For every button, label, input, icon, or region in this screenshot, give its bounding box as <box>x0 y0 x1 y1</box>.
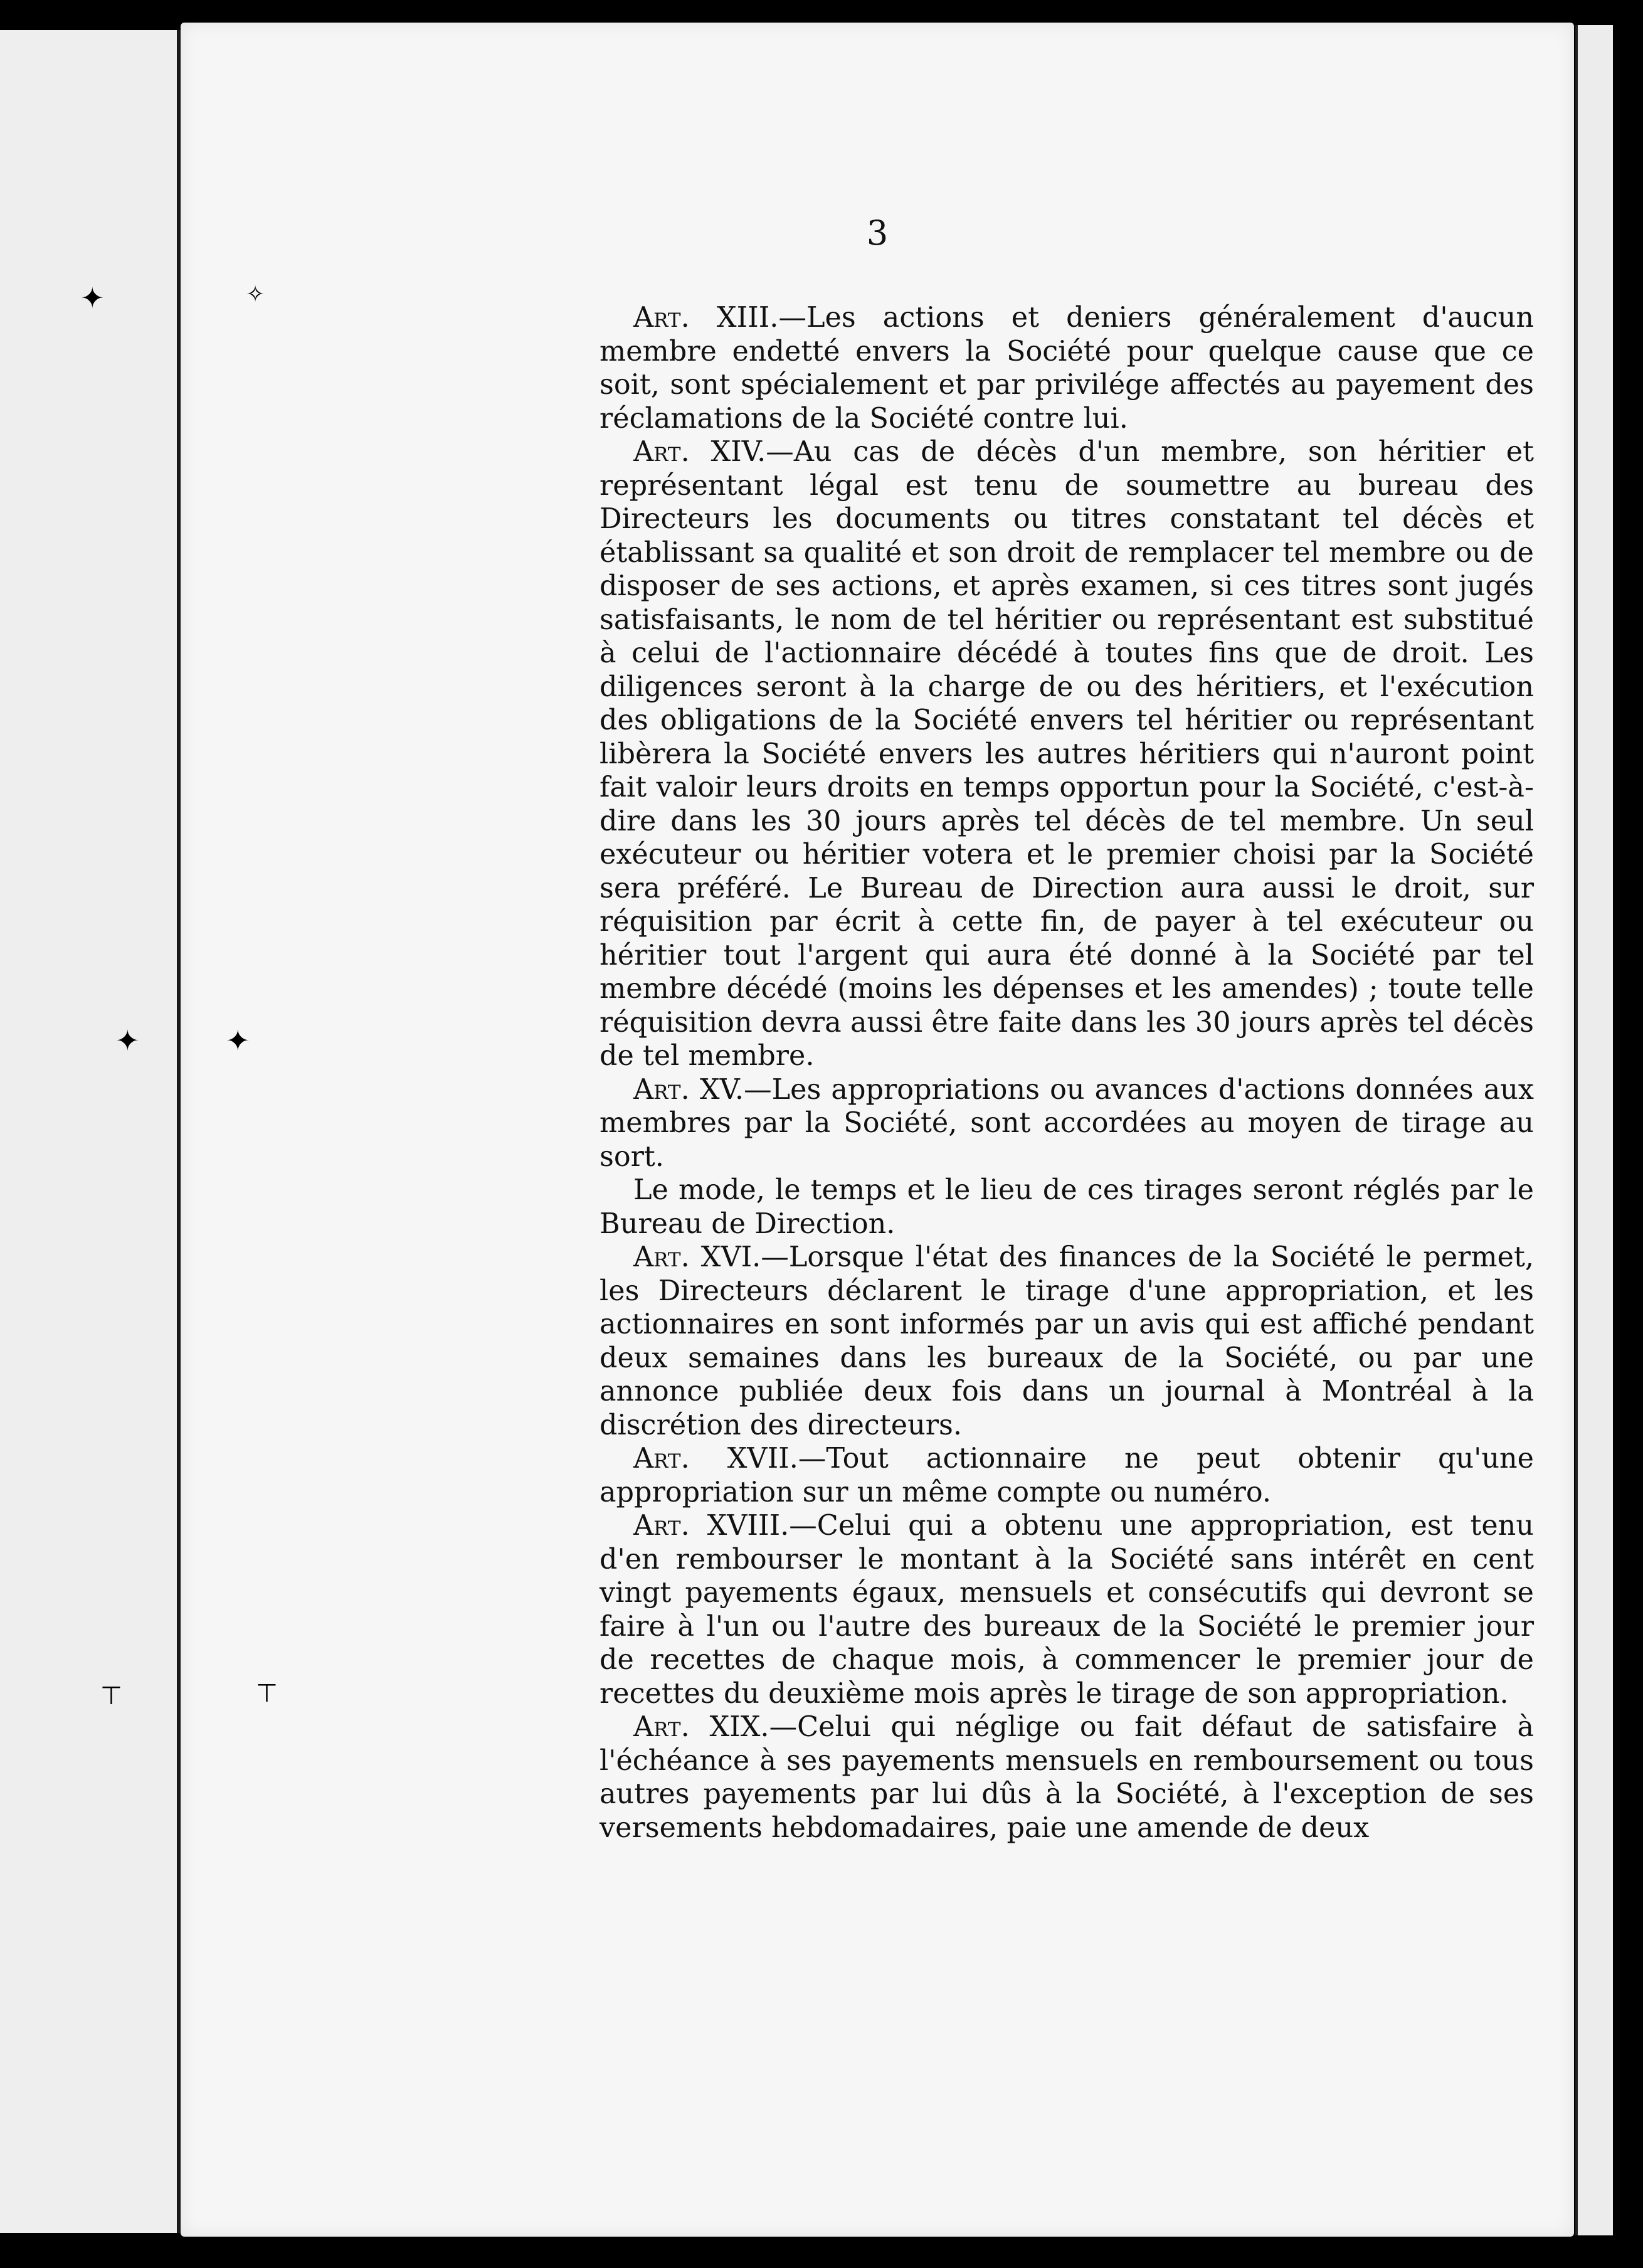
article-label: Art. XVI. <box>633 1241 761 1273</box>
next-page-edge <box>1575 25 1613 2235</box>
scan-artifact-mark-icon: ✦ <box>80 281 105 315</box>
article-text: —Tout actionnaire ne peut obtenir qu'une appropriation sur un même compte ou numéro. <box>600 1443 1534 1508</box>
article-label: Art. XVIII. <box>633 1510 790 1542</box>
article-label: Art. XVII. <box>633 1443 798 1475</box>
article-text: —Les appropriations ou avances d'actions données aux membres par la Société, sont accordées au moyen de tirage au sort. <box>600 1073 1534 1173</box>
scan-artifact-mark-icon: ⊤ <box>100 1682 122 1710</box>
article-xv <box>600 1073 1534 1174</box>
article-text: —Les actions et deniers généralement d'aucun membre endetté envers la Société pour quelque cause que ce soit, sont spécialement et par privilége affectés au payement des réclamations de la Société contre lui. <box>600 302 1534 435</box>
scan-artifact-mark-icon: ✦ <box>226 1024 250 1057</box>
article-xvii <box>600 1442 1534 1509</box>
page <box>181 23 1574 2237</box>
article-xv-continued <box>600 1174 1534 1241</box>
article-label: Art. XV. <box>633 1073 744 1106</box>
scan-artifact-mark-icon: ✦ <box>115 1024 140 1057</box>
article-text: —Au cas de décès d'un membre, son héritier et représentant légal est tenu de soumettre au bureau des Directeurs les documents ou titres constatant tel décès et établissant sa qualité et son droit de remplacer tel membre ou de disposer de ses actions, et après examen, si ces titres sont jugés satisfaisants, le nom de tel héritier ou représentant est substitué à celui de l'actionnaire décédé à toutes fins que de droit. Les diligences seront à la charge de ou des héritiers, et l'exécution des obligations de la Société envers tel héritier ou représentant libèrera la Société envers les autres héritiers qui n'auront point fait valoir leurs droits en temps opportun pour la Société, c'est-à-dire dans les 30 jours après tel décès de tel membre. Un seul exécuteur ou héritier votera et le premier choisi par la Société sera préféré. Le Bureau de Direction aura aussi le droit, sur réquisition par écrit à cette fin, de payer à tel exécuteur ou héritier tout l'argent qui aura été donné à la Société par tel membre décédé (moins les dépenses et les amendes) ; toute telle réquisition devra aussi être faite dans les 30 jours après tel décès de tel membre. <box>600 436 1534 1072</box>
article-text: —Celui qui néglige ou fait défaut de satisfaire à l'échéance à ses payements mensuels en remboursement ou tous autres payements par lui dûs à la Société, à l'exception de ses versements hebdomadaires, paie une amende de deux <box>600 1711 1535 1844</box>
page-body <box>600 301 1534 1845</box>
page-number: 3 <box>866 213 889 253</box>
article-label: Art. XIII. <box>633 302 779 334</box>
article-text: —Lorsque l'état des finances de la Société le permet, les Directeurs déclarent le tirage d'une appropriation, et les actionnaires en sont informés par un avis qui est affiché pendant deux semaines dans les bureaux de la Société, ou par une annonce publiée deux fois dans un journal à Montréal à la discrétion des directeurs. <box>600 1241 1534 1441</box>
article-xiii <box>600 301 1534 435</box>
previous-page-edge <box>0 30 181 2233</box>
article-text: —Celui qui a obtenu une appropriation, est tenu d'en rembourser le montant à la Société sans intérêt en cent vingt payements égaux, mensuels et consécutifs qui devront se faire à l'un ou l'autre des bureaux de la Société le premier jour de recettes de chaque mois, à commencer le premier jour de recettes du deuxième mois après le tirage de son appropriation. <box>600 1510 1534 1710</box>
article-xviii <box>600 1509 1534 1710</box>
article-xiv <box>600 435 1534 1073</box>
scan-artifact-mark-icon: ✧ <box>246 282 265 307</box>
scan-artifact-mark-icon: ⊤ <box>256 1679 278 1708</box>
article-xvi <box>600 1241 1534 1442</box>
article-label: Art. XIX. <box>633 1711 769 1743</box>
article-text: Le mode, le temps et le lieu de ces tirages seront réglés par le Bureau de Direction. <box>600 1174 1534 1240</box>
article-xix <box>600 1710 1534 1845</box>
article-label: Art. XIV. <box>633 436 766 468</box>
